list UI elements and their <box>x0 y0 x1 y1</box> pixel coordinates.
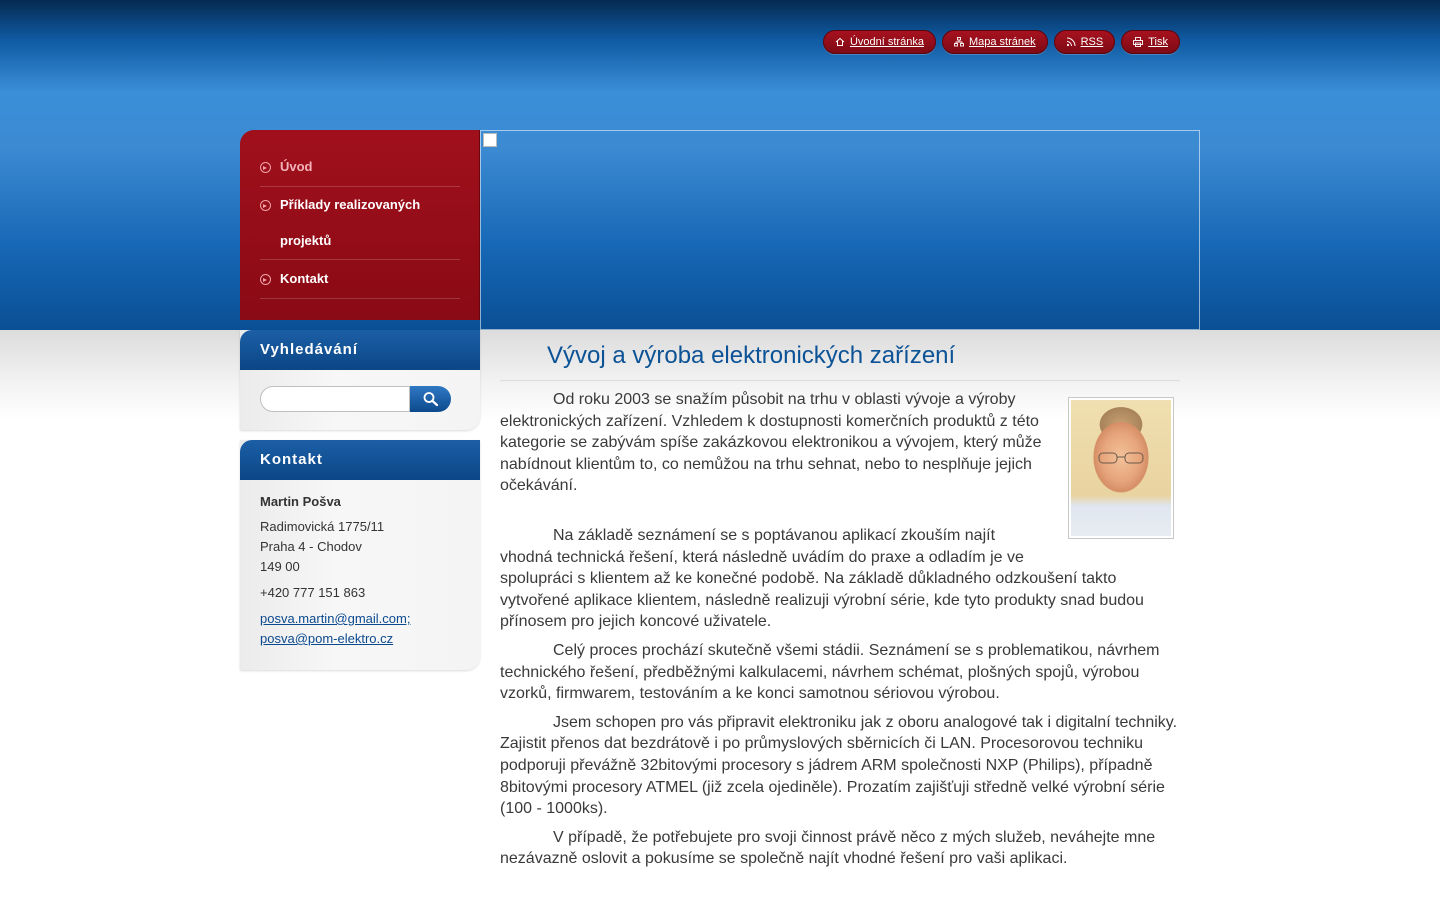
header-banner-image <box>480 130 1200 330</box>
search-panel <box>240 330 480 430</box>
toplink-sitemap-label: Mapa stránek <box>968 36 1036 48</box>
paragraph: Celý proces prochází skutečně všemi stádii. Seznámení se s problematikou, návrhem technického řešení, předběžnými kalkulacemi, návrhem schémat, plošných spojů, výrobou vzorků, firmwarem, testováním a ke konci samotnou sériovou výrobou. <box>500 641 1160 703</box>
contact-email-link-2[interactable]: posva@pom-elektro.cz <box>260 631 394 646</box>
author-photo <box>1068 397 1174 539</box>
main-menu <box>240 130 480 320</box>
search-input[interactable] <box>260 386 410 412</box>
contact-street: Radimovická 1775/11 <box>260 519 385 534</box>
top-links <box>823 30 1180 54</box>
article-body <box>500 381 1180 870</box>
arrow-right-icon <box>260 162 271 173</box>
toplink-home[interactable] <box>823 30 936 54</box>
contact-panel-title: Kontakt <box>240 440 480 480</box>
paragraph: Na základě seznámení se s poptávanou aplikací zkouším najít vhodná technická řešení, která následně uvádím do praxe a odladím je ve spolupráci s klientem až ke konečné podobě. Na základě důkladného odzkoušení takto vytvořené aplikace klientem, následně realizuji výrobní série, kde tyto produkty snad budou přínosem pro jejich koncové uživatele. <box>500 526 1144 631</box>
search-panel-title: Vyhledávání <box>240 330 480 370</box>
arrow-right-icon <box>260 200 271 211</box>
rss-icon <box>1066 37 1076 47</box>
toplink-print-label: Tisk <box>1148 36 1168 48</box>
contact-panel <box>240 440 480 670</box>
arrow-right-icon <box>260 274 271 285</box>
menu-item-label-line2: projektů <box>280 233 332 248</box>
menu-item-label: Úvod <box>280 159 313 174</box>
contact-phone: +420 777 151 863 <box>260 585 366 600</box>
search-button[interactable] <box>410 386 451 412</box>
contact-email-link-1[interactable]: posva.martin@gmail.com; <box>260 611 411 626</box>
toplink-rss-label: RSS <box>1080 36 1104 48</box>
menu-item-projects[interactable] <box>260 187 460 260</box>
menu-item-kontakt[interactable] <box>260 260 460 299</box>
menu-item-label: Kontakt <box>280 271 329 286</box>
toplink-rss[interactable] <box>1054 30 1116 54</box>
contact-city: Praha 4 - Chodov <box>260 539 362 554</box>
toplink-home-label: Úvodní stránka <box>849 36 924 48</box>
menu-item-uvod[interactable] <box>260 148 460 187</box>
contact-name: Martin Pošva <box>260 494 341 509</box>
page-title: Vývoj a výroba elektronických zařízení <box>500 332 1180 381</box>
toplink-sitemap[interactable] <box>942 30 1048 54</box>
contact-zip: 149 00 <box>260 559 300 574</box>
contact-details <box>240 480 480 649</box>
sitemap-icon <box>954 37 964 47</box>
toplink-print[interactable] <box>1121 30 1180 54</box>
home-icon <box>835 37 845 47</box>
paragraph: V případě, že potřebujete pro svoji činnost právě něco z mých služeb, neváhejte mne nezávazně oslovit a pokusíme se společně najít vhodné řešení pro vaši aplikaci. <box>500 828 1156 868</box>
search-icon <box>422 391 440 407</box>
paragraph: Od roku 2003 se snažím působit na trhu v oblasti vývoje a výroby elektronických zařízení. Vzhledem k dostupnosti komerčních produktů z této kategorie se zabývám spíše zakázkovou elektronikou a vývojem, který může nabídnout klientům to, co nemůžou na trhu sehnat, nebo to nesplňuje jejich očekávání. <box>500 391 1042 495</box>
portrait-image <box>1071 400 1171 536</box>
print-icon <box>1133 37 1143 47</box>
paragraph: Jsem schopen pro vás připravit elektroniku jak z oboru analogové tak i digitalní techniky. Zajistit přenos dat bezdrátově i po průmyslových sběrnicích či LAN. Procesorovou techniku podporuji převážně 32bitovými procesory s jádrem ARM společnosti NXP (Philips), případně 8bitovými procesory ATMEL (již zcela ojediněle). Prozatím zajišťuji středně velké výrobní série (100 - 1000ks). <box>500 713 1178 818</box>
glasses-drawing <box>1098 452 1144 464</box>
search-form <box>240 370 480 412</box>
menu-item-label-line1: Příklady realizovaných <box>280 197 421 212</box>
main-content <box>500 332 1180 877</box>
broken-image-icon <box>483 133 497 147</box>
